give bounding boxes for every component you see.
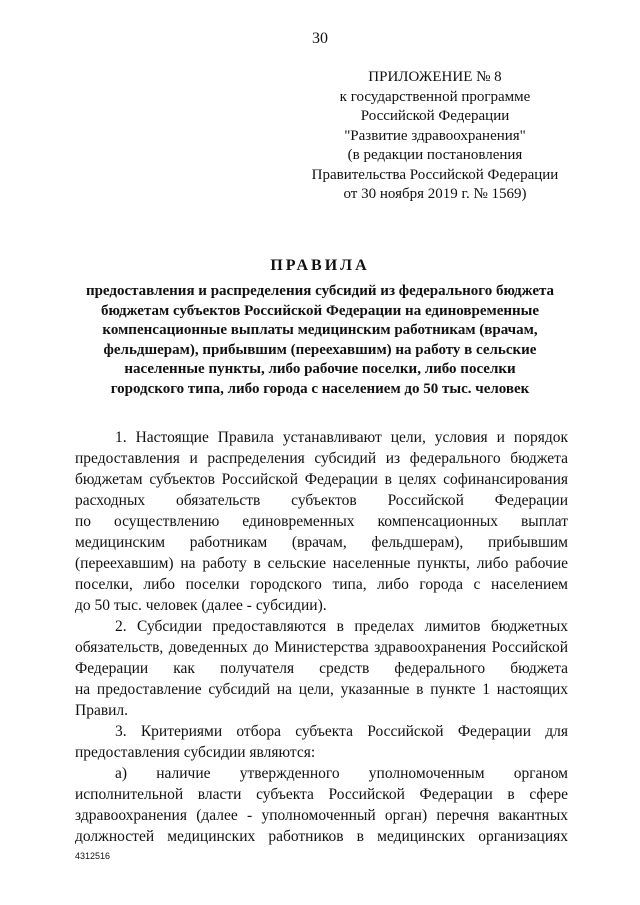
paragraph-3a-line: исполнительной власти субъекта Российской Федерации в сфере [75,786,568,803]
paragraph-1-line: по осуществлению единовременных компенсационных выплат [75,513,568,530]
subtitle-line: населенные пункты, либо рабочие поселки, либо поселки [124,361,516,377]
paragraph-3a-line: а) наличие утвержденного уполномоченным органом [115,765,568,782]
appendix-line: "Развитие здравоохранения" [344,127,526,144]
document-subtitle [72,282,568,399]
appendix-block [300,68,570,205]
appendix-line: от 30 ноября 2019 г. № 1569) [343,186,527,202]
subtitle-line: предоставления и распределения субсидий из федерального бюджета [85,283,555,299]
paragraph-1-line: до 50 тыс. человек (далее - субсидии). [75,597,327,614]
document-body [75,427,568,847]
appendix-line: (в редакции постановления [347,147,523,163]
paragraph-3a-line: должностей медицинских работников в медицинских организациях [75,828,568,845]
paragraph-1-line: 1. Настоящие Правила устанавливают цели, условия и порядок [115,429,568,446]
document-title: ПРАВИЛА [270,257,370,274]
appendix-line: Российской Федерации [360,108,510,124]
appendix-line: Правительства Российской Федерации [311,166,559,183]
appendix-line: к государственной программе [339,88,531,105]
paragraph-1-line: расходных обязательств субъектов Российской Федерации [75,492,568,509]
paragraph-2-line: на предоставление субсидий на цели, указанные в пункте 1 настоящих [75,681,568,698]
subtitle-line: городского типа, либо города с населением до 50 тыс. человек [110,380,530,397]
subtitle-line: бюджетам субъектов Российской Федерации на единовременные [100,302,540,319]
paragraph-3-line: 3. Критериями отбора субъекта Российской Федерации для [115,723,568,740]
paragraph-1-line: предоставления и распределения субсидий из федерального бюджета [75,450,568,467]
paragraph-2-line: 2. Субсидии предоставляются в пределах лимитов бюджетных [115,618,568,635]
paragraph-2-line: Федерации как получателя средств федерального бюджета [75,660,568,677]
subtitle-line: фельдшерам), прибывшим (переехавшим) на работу в сельские [103,341,537,358]
paragraph-1-line: медицинским работникам (врачам, фельдшерам), прибывшим [75,534,568,551]
paragraph-1-line: поселки, либо поселки городского типа, либо города с населением [75,576,568,593]
paragraph-1-line: (переехавшим) на работу в сельские населенные пункты, либо рабочие [75,555,568,572]
paragraph-3a-line: здравоохранения (далее - уполномоченный орган) перечня вакантных [75,807,568,824]
subtitle-line: компенсационные выплаты медицинским работникам (врачам, [102,322,538,338]
paragraph-2-line: Правил. [75,702,129,719]
footer-document-code: 4312516 [75,851,111,861]
appendix-line: ПРИЛОЖЕНИЕ № 8 [368,69,502,85]
paragraph-3-line: предоставления субсидии являются: [75,744,316,761]
paragraph-1-line: бюджетам субъектов Российской Федерации в целях софинансирования [75,471,568,488]
page-number: 30 [312,30,328,47]
paragraph-2-line: обязательств, доведенных до Министерства здравоохранения Российской [75,639,568,656]
